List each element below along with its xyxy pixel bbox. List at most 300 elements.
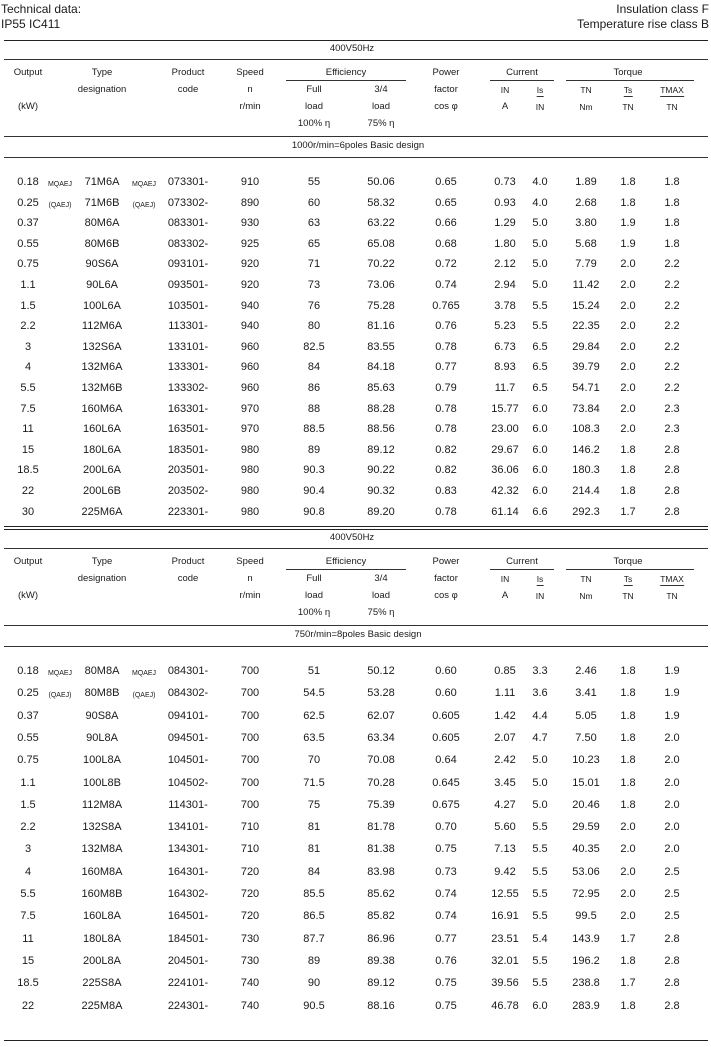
row-output: 1.1 — [20, 279, 36, 291]
row-speed: 730 — [240, 954, 260, 967]
row-efficiency-full: 86.5 — [303, 910, 325, 923]
row-rated-current: 3.78 — [494, 299, 516, 312]
col-ts-symbol: Ts — [623, 574, 633, 584]
row-power-factor: 0.76 — [435, 954, 457, 967]
row-type-designation: 160L6A — [83, 423, 121, 436]
row-output: 15 — [21, 954, 35, 967]
row-product-code: 093101- — [167, 258, 209, 271]
row-output: 11 — [22, 932, 34, 945]
col-product-label-2: code — [177, 84, 199, 95]
row-power-factor: 0.60 — [435, 687, 457, 700]
col-ts-symbol: Ts — [623, 85, 633, 95]
row-starting-current-ratio: 6.0 — [532, 464, 548, 477]
row-product-code: 184501- — [167, 932, 209, 945]
row-output: 7.5 — [20, 910, 36, 923]
col-tn-symbol: TN — [580, 85, 592, 95]
row-efficiency-three-quarter: 86.96 — [367, 932, 395, 945]
row-rated-torque: 108.3 — [572, 423, 600, 436]
section-0-subtitle-rule — [4, 157, 708, 158]
row-power-factor: 0.77 — [435, 361, 457, 374]
row-type-prefix-2: (QAEJ) — [132, 692, 156, 700]
row-starting-torque-ratio: 2.0 — [620, 340, 636, 353]
row-rated-torque: 29.84 — [572, 340, 600, 353]
row-power-factor: 0.78 — [435, 505, 457, 518]
row-starting-torque-ratio: 2.0 — [620, 888, 636, 900]
row-type-designation: 80M8A — [84, 665, 120, 677]
row-starting-current-ratio: 5.5 — [532, 865, 548, 878]
row-max-torque-ratio: 1.9 — [664, 687, 680, 700]
row-output: 0.55 — [17, 731, 39, 744]
row-output: 22 — [21, 999, 35, 1012]
row-starting-current-ratio: 5.5 — [532, 843, 548, 856]
col-is-symbol: Is — [536, 574, 544, 584]
col-type-label: Type — [91, 67, 113, 78]
row-speed: 730 — [240, 932, 260, 945]
row-max-torque-ratio: 2.8 — [664, 443, 680, 456]
row-power-factor: 0.74 — [435, 888, 457, 900]
row-rated-current: 29.67 — [491, 443, 519, 456]
row-product-code: 164501- — [167, 910, 209, 923]
row-speed: 970 — [240, 402, 260, 415]
row-type-designation: 160M6A — [81, 402, 123, 415]
row-output: 1.5 — [20, 798, 36, 811]
row-starting-current-ratio: 5.5 — [532, 977, 548, 990]
row-rated-current: 23.51 — [491, 932, 519, 945]
row-starting-current-ratio: 6.5 — [532, 361, 548, 374]
efficiency-underline — [286, 569, 406, 570]
row-type-designation: 100L8A — [83, 754, 121, 767]
row-rated-current: 2.94 — [494, 279, 516, 291]
row-speed: 720 — [240, 865, 260, 878]
row-max-torque-ratio: 2.0 — [664, 798, 680, 811]
row-efficiency-full: 84 — [307, 865, 321, 878]
row-product-code: 134301- — [167, 843, 209, 856]
row-rated-torque: 5.05 — [575, 709, 597, 722]
row-rated-torque: 146.2 — [572, 443, 600, 456]
row-starting-torque-ratio: 1.8 — [620, 776, 636, 789]
col-in-symbol: IN — [500, 574, 510, 584]
row-speed: 710 — [240, 843, 260, 856]
col-tn-unit: Nm — [579, 591, 593, 601]
row-output: 15 — [21, 443, 35, 456]
section-1-voltage-rule — [4, 548, 708, 549]
row-power-factor: 0.74 — [435, 910, 457, 923]
row-product-code: 183501- — [167, 443, 209, 456]
row-starting-current-ratio: 4.0 — [532, 196, 548, 209]
row-max-torque-ratio: 2.8 — [664, 505, 680, 518]
col-speed-label: Speed — [236, 67, 264, 78]
row-max-torque-ratio: 2.0 — [664, 731, 680, 744]
row-rated-current: 3.45 — [494, 776, 516, 789]
row-product-code: 073302- — [167, 196, 209, 209]
row-starting-torque-ratio: 1.8 — [620, 954, 636, 967]
row-power-factor: 0.75 — [435, 999, 457, 1012]
row-starting-current-ratio: 4.7 — [532, 731, 548, 744]
row-product-code: 084302- — [167, 687, 209, 700]
row-power-factor: 0.78 — [435, 340, 457, 353]
row-rated-torque: 2.68 — [575, 196, 597, 209]
row-rated-current: 2.12 — [494, 258, 516, 271]
row-output: 0.18 — [17, 665, 39, 677]
col-product-label: Product — [171, 67, 205, 78]
row-efficiency-three-quarter: 63.22 — [367, 217, 395, 230]
col-tmax-denominator: TN — [666, 591, 678, 601]
row-starting-current-ratio: 5.0 — [532, 776, 548, 789]
row-type-designation: 225M8A — [81, 999, 123, 1012]
row-max-torque-ratio: 2.2 — [664, 258, 680, 271]
row-speed: 970 — [240, 423, 260, 436]
row-output: 1.1 — [20, 776, 36, 789]
row-efficiency-full: 88.5 — [303, 423, 325, 436]
row-starting-torque-ratio: 1.7 — [620, 977, 636, 990]
row-product-code: 133302- — [167, 382, 209, 394]
row-type-designation: 71M6A — [84, 176, 120, 188]
row-type-designation: 160M8B — [81, 888, 123, 900]
row-output: 7.5 — [20, 402, 36, 415]
row-power-factor: 0.64 — [435, 754, 457, 767]
row-starting-torque-ratio: 2.0 — [620, 821, 636, 834]
row-type-designation: 132M8A — [81, 843, 123, 856]
row-type-designation: 160L8A — [83, 910, 121, 923]
row-efficiency-full: 87.7 — [303, 932, 325, 945]
row-type-designation: 180L6A — [83, 443, 121, 456]
row-max-torque-ratio: 1.8 — [664, 217, 680, 230]
row-speed: 960 — [240, 382, 260, 394]
row-type-prefix: MQAEJ — [47, 181, 73, 188]
col-in-symbol: IN — [500, 85, 510, 95]
row-efficiency-full: 80 — [307, 320, 321, 333]
row-output: 18.5 — [17, 464, 39, 477]
row-efficiency-three-quarter: 70.28 — [367, 776, 395, 789]
row-speed: 920 — [240, 258, 260, 271]
row-rated-torque: 20.46 — [572, 798, 600, 811]
row-power-factor: 0.60 — [435, 665, 457, 677]
row-rated-current: 1.29 — [494, 217, 516, 230]
row-efficiency-three-quarter: 53.28 — [367, 687, 395, 700]
row-type-designation: 160M8A — [81, 865, 123, 878]
header-right — [577, 2, 709, 32]
col-speed-label: Speed — [236, 556, 264, 567]
row-efficiency-full: 84 — [307, 361, 321, 374]
col-in-unit: A — [501, 590, 509, 601]
row-product-code: 134101- — [167, 821, 209, 834]
row-product-code: 114301- — [168, 798, 208, 811]
row-type-designation: 112M6A — [81, 320, 123, 333]
row-efficiency-full: 73 — [307, 279, 321, 291]
row-rated-torque: 2.46 — [575, 665, 597, 677]
row-efficiency-three-quarter: 83.55 — [367, 340, 395, 353]
row-speed: 700 — [240, 731, 260, 744]
row-max-torque-ratio: 1.9 — [664, 709, 680, 722]
row-efficiency-full: 86 — [307, 382, 321, 394]
row-efficiency-full: 54.5 — [303, 687, 325, 700]
row-starting-torque-ratio: 2.0 — [620, 299, 636, 312]
row-speed: 920 — [240, 279, 260, 291]
col-power-factor-label: Power — [432, 67, 460, 78]
col-tmax-symbol: TMAX — [660, 85, 684, 95]
col-three-quarter-unit: 75% η — [367, 607, 395, 618]
row-product-code: 094101- — [167, 709, 209, 722]
row-efficiency-three-quarter: 58.32 — [367, 196, 395, 209]
row-efficiency-three-quarter: 84.18 — [367, 361, 395, 374]
row-rated-torque: 40.35 — [572, 843, 600, 856]
row-starting-torque-ratio: 2.0 — [620, 361, 636, 374]
row-power-factor: 0.605 — [432, 709, 460, 722]
row-type-designation: 71M6B — [84, 196, 120, 209]
row-starting-current-ratio: 5.0 — [532, 754, 548, 767]
row-max-torque-ratio: 2.0 — [664, 754, 680, 767]
row-efficiency-three-quarter: 90.32 — [367, 485, 395, 497]
row-efficiency-full: 51 — [307, 665, 321, 677]
row-efficiency-three-quarter: 50.06 — [367, 176, 395, 188]
row-max-torque-ratio: 2.2 — [664, 361, 680, 374]
row-rated-current: 0.93 — [494, 196, 516, 209]
row-starting-current-ratio: 5.5 — [532, 954, 548, 967]
row-power-factor: 0.70 — [435, 821, 457, 834]
col-type-label-2: designation — [77, 573, 127, 584]
row-rated-torque: 15.01 — [572, 776, 600, 789]
row-product-code: 223301- — [167, 505, 209, 518]
row-max-torque-ratio: 2.3 — [664, 423, 680, 436]
row-type-designation: 132M6B — [81, 382, 123, 394]
row-starting-torque-ratio: 1.8 — [620, 754, 636, 767]
row-output: 18.5 — [17, 977, 39, 990]
row-output: 0.25 — [17, 687, 39, 700]
row-starting-torque-ratio: 1.9 — [620, 217, 636, 230]
row-power-factor: 0.72 — [435, 258, 457, 271]
row-starting-current-ratio: 5.0 — [532, 279, 548, 291]
row-efficiency-three-quarter: 81.78 — [367, 821, 395, 834]
row-rated-current: 0.73 — [494, 176, 516, 188]
row-efficiency-three-quarter: 70.22 — [367, 258, 395, 271]
row-product-code: 164302- — [167, 888, 209, 900]
row-type-designation: 80M8B — [84, 687, 120, 700]
row-starting-current-ratio: 6.5 — [532, 340, 548, 353]
row-product-code: 104502- — [167, 776, 209, 789]
row-max-torque-ratio: 1.8 — [664, 237, 680, 250]
row-efficiency-three-quarter: 73.06 — [367, 279, 395, 291]
section-1-subtitle-rule — [4, 646, 708, 647]
row-max-torque-ratio: 2.8 — [664, 485, 680, 497]
row-starting-torque-ratio: 1.8 — [620, 464, 636, 477]
row-starting-current-ratio: 4.0 — [532, 176, 548, 188]
row-efficiency-full: 63 — [307, 217, 321, 230]
row-power-factor: 0.83 — [435, 485, 457, 497]
row-output: 0.37 — [17, 217, 39, 230]
row-speed: 980 — [240, 485, 260, 497]
row-rated-torque: 143.9 — [572, 932, 600, 945]
col-current-label: Current — [506, 67, 538, 78]
row-efficiency-full: 89 — [307, 443, 321, 456]
row-starting-torque-ratio: 2.0 — [620, 382, 636, 394]
row-output: 2.2 — [20, 821, 36, 834]
row-rated-current: 32.01 — [491, 954, 519, 967]
row-efficiency-full: 90.4 — [303, 485, 325, 497]
row-starting-current-ratio: 5.5 — [532, 910, 548, 923]
row-starting-current-ratio: 5.0 — [532, 237, 548, 250]
row-output: 4 — [24, 361, 32, 374]
row-type-prefix-2: MQAEJ — [131, 670, 157, 677]
row-product-code: 083302- — [167, 237, 209, 250]
col-tmax-symbol: TMAX — [660, 574, 684, 584]
row-rated-torque: 196.2 — [572, 954, 600, 967]
row-type-designation: 112M8A — [81, 798, 123, 811]
row-rated-torque: 15.24 — [572, 299, 600, 312]
section-1-voltage: 400V50Hz — [329, 532, 375, 543]
row-speed: 980 — [240, 443, 260, 456]
row-power-factor: 0.82 — [435, 443, 457, 456]
row-product-code: 224301- — [167, 999, 209, 1012]
row-rated-current: 36.06 — [491, 464, 519, 477]
row-type-designation: 225S8A — [82, 977, 122, 990]
row-efficiency-three-quarter: 50.12 — [367, 665, 395, 677]
row-rated-current: 15.77 — [491, 402, 519, 415]
col-product-label: Product — [171, 556, 205, 567]
row-type-designation: 100L6A — [83, 299, 121, 312]
row-efficiency-full: 81 — [307, 821, 321, 834]
row-efficiency-full: 65 — [307, 237, 321, 250]
row-product-code: 163501- — [167, 423, 209, 436]
row-efficiency-three-quarter: 88.56 — [367, 423, 395, 436]
row-starting-current-ratio: 6.0 — [532, 999, 548, 1012]
row-starting-torque-ratio: 2.0 — [620, 843, 636, 856]
row-max-torque-ratio: 2.2 — [664, 340, 680, 353]
row-efficiency-full: 60 — [307, 196, 321, 209]
temperature-rise-class: Temperature rise class B — [576, 17, 709, 31]
row-rated-current: 4.27 — [494, 798, 516, 811]
row-rated-current: 5.60 — [494, 821, 516, 834]
row-starting-current-ratio: 6.0 — [532, 402, 548, 415]
row-type-prefix-2: MQAEJ — [131, 181, 157, 188]
row-output: 5.5 — [20, 888, 36, 900]
row-max-torque-ratio: 2.5 — [664, 910, 680, 923]
row-starting-current-ratio: 5.5 — [532, 299, 548, 312]
row-efficiency-three-quarter: 83.98 — [367, 865, 395, 878]
row-efficiency-three-quarter: 90.22 — [367, 464, 395, 477]
col-three-quarter-label-2: load — [372, 101, 390, 112]
row-max-torque-ratio: 1.8 — [664, 176, 680, 188]
torque-underline — [566, 569, 694, 570]
row-type-designation: 90S6A — [85, 258, 119, 271]
col-power-factor-symbol: cos φ — [434, 590, 458, 601]
row-rated-current: 9.42 — [494, 865, 516, 878]
row-rated-torque: 72.95 — [572, 888, 600, 900]
row-rated-current: 7.13 — [494, 843, 516, 856]
col-type-label-2: designation — [77, 84, 127, 95]
row-rated-current: 0.85 — [494, 665, 516, 677]
col-output-unit: (kW) — [17, 590, 39, 601]
row-power-factor: 0.605 — [432, 731, 460, 744]
row-efficiency-full: 76 — [307, 299, 321, 312]
row-rated-torque: 10.23 — [572, 754, 600, 767]
row-rated-torque: 3.80 — [575, 217, 597, 230]
col-speed-unit: r/min — [239, 590, 261, 601]
insulation-class: Insulation class F — [616, 2, 709, 16]
row-starting-torque-ratio: 2.0 — [620, 258, 636, 271]
row-max-torque-ratio: 2.8 — [664, 464, 680, 477]
col-full-load-label-2: load — [305, 590, 323, 601]
row-efficiency-three-quarter: 75.39 — [367, 798, 395, 811]
row-speed: 700 — [240, 798, 260, 811]
row-power-factor: 0.65 — [435, 196, 457, 209]
row-product-code: 094501- — [167, 731, 209, 744]
col-three-quarter-label: 3/4 — [374, 573, 388, 584]
current-underline — [490, 80, 554, 81]
row-max-torque-ratio: 2.5 — [664, 888, 680, 900]
col-power-factor-label-2: factor — [434, 573, 458, 584]
row-output: 0.18 — [17, 176, 39, 188]
row-speed: 700 — [240, 687, 260, 700]
row-rated-torque: 54.71 — [572, 382, 600, 394]
row-max-torque-ratio: 2.8 — [664, 932, 680, 945]
row-power-factor: 0.765 — [432, 299, 460, 312]
section-0-subtitle: 1000r/min=6poles Basic design — [291, 140, 425, 151]
row-starting-torque-ratio: 1.8 — [620, 196, 636, 209]
row-power-factor: 0.78 — [435, 402, 457, 415]
row-rated-torque: 3.41 — [575, 687, 597, 700]
section-0-header-rule — [4, 136, 708, 137]
row-rated-torque: 99.5 — [575, 910, 597, 923]
col-product-label-2: code — [177, 573, 199, 584]
row-max-torque-ratio: 2.2 — [664, 299, 680, 312]
row-product-code: 133301- — [167, 361, 209, 374]
row-power-factor: 0.66 — [435, 217, 457, 230]
row-efficiency-three-quarter: 85.62 — [367, 888, 395, 900]
col-three-quarter-label: 3/4 — [374, 84, 388, 95]
row-rated-torque: 22.35 — [572, 320, 600, 333]
row-type-designation: 80M6B — [84, 237, 120, 250]
section-0-top-rule — [4, 40, 708, 41]
section-1-top-rule — [4, 529, 708, 530]
row-starting-current-ratio: 6.5 — [532, 382, 548, 394]
col-speed-symbol: n — [247, 573, 253, 584]
row-output: 2.2 — [20, 320, 36, 333]
row-starting-current-ratio: 3.6 — [532, 687, 548, 700]
col-three-quarter-label-2: load — [372, 590, 390, 601]
col-efficiency-label: Efficiency — [325, 556, 367, 567]
row-efficiency-full: 71.5 — [303, 776, 325, 789]
row-type-prefix: (QAEJ) — [48, 201, 72, 209]
row-power-factor: 0.73 — [435, 865, 457, 878]
row-output: 1.5 — [20, 299, 36, 312]
row-speed: 740 — [240, 977, 260, 990]
row-type-prefix-2: (QAEJ) — [132, 201, 156, 209]
row-efficiency-full: 55 — [307, 176, 321, 188]
row-power-factor: 0.68 — [435, 237, 457, 250]
row-product-code: 084301- — [167, 665, 209, 677]
row-efficiency-full: 90.5 — [303, 999, 325, 1012]
row-type-prefix: MQAEJ — [47, 670, 73, 677]
row-starting-current-ratio: 6.6 — [532, 505, 548, 518]
row-efficiency-three-quarter: 75.28 — [367, 299, 395, 312]
row-rated-current: 61.14 — [491, 505, 519, 518]
row-efficiency-full: 82.5 — [303, 340, 325, 353]
row-efficiency-full: 90.3 — [303, 464, 325, 477]
row-power-factor: 0.75 — [435, 977, 457, 990]
row-starting-torque-ratio: 1.8 — [620, 665, 636, 677]
row-rated-torque: 7.50 — [575, 731, 597, 744]
col-is-denominator: IN — [535, 102, 545, 112]
row-rated-current: 42.32 — [491, 485, 519, 497]
col-full-load-label: Full — [306, 84, 322, 95]
row-efficiency-three-quarter: 89.38 — [367, 954, 395, 967]
row-output: 11 — [22, 423, 34, 436]
row-rated-torque: 7.79 — [575, 258, 597, 271]
row-efficiency-full: 71 — [307, 258, 321, 271]
row-starting-current-ratio: 5.0 — [532, 798, 548, 811]
row-speed: 720 — [240, 910, 260, 923]
row-max-torque-ratio: 2.2 — [664, 320, 680, 333]
